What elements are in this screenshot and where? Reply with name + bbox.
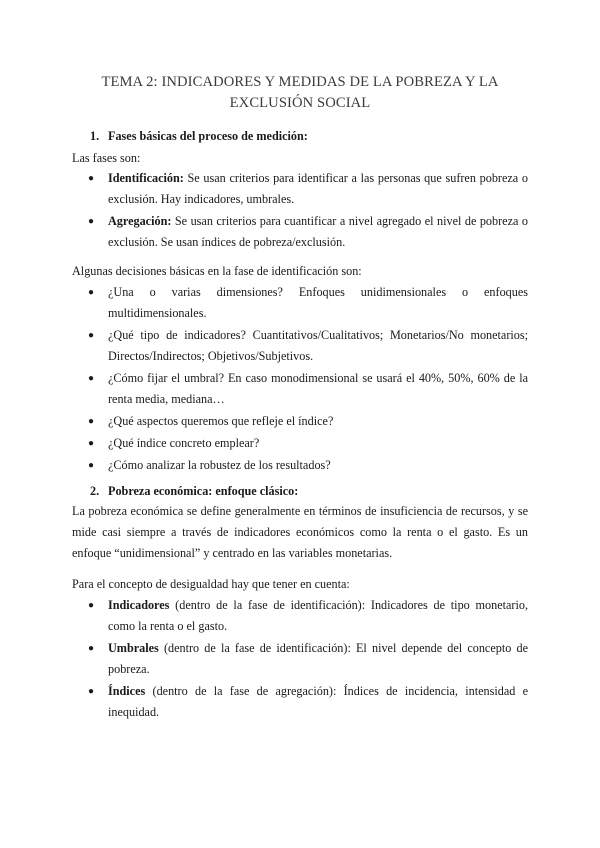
bullet-icon: ● bbox=[88, 287, 95, 298]
item-label: Umbrales bbox=[108, 641, 159, 655]
bullet-icon: ● bbox=[88, 216, 95, 227]
list-item bbox=[72, 368, 528, 410]
pobreza-paragraph: La pobreza económica se define generalmente en términos de insuficiencia de recursos, y se mide casi siempre a través de indicadores económicos como la renta o el gasto. Es un enfoque “unidimensional” y centrado en las variables monetarias. bbox=[72, 504, 528, 560]
fases-list bbox=[72, 168, 528, 254]
list-item bbox=[72, 211, 528, 253]
bullet-icon: ● bbox=[88, 643, 95, 654]
section-heading-text: Fases básicas del proceso de medición: bbox=[108, 129, 308, 143]
decisiones-list bbox=[72, 282, 528, 477]
section-heading-2 bbox=[90, 481, 298, 502]
item-text: ¿Qué índice concreto emplear? bbox=[108, 436, 260, 450]
item-text: (dentro de la fase de agregación): Índices de incidencia, intensidad e inequidad. bbox=[108, 684, 528, 719]
item-text: ¿Cómo analizar la robustez de los resultados? bbox=[108, 458, 331, 472]
bullet-icon: ● bbox=[88, 416, 95, 427]
list-item bbox=[72, 433, 528, 454]
section-number: 2. bbox=[90, 484, 100, 498]
item-text: (dentro de la fase de identificación): Indicadores de tipo monetario, como la renta o el gasto. bbox=[108, 598, 528, 633]
bullet-icon: ● bbox=[88, 330, 95, 341]
list-item bbox=[72, 282, 528, 324]
item-text: ¿Qué aspectos queremos que refleje el índice? bbox=[108, 414, 334, 428]
fases-intro: Las fases son: bbox=[72, 151, 141, 165]
item-text: ¿Cómo fijar el umbral? En caso monodimensional se usará el 40%, 50%, 60% de la renta media, mediana… bbox=[108, 371, 528, 406]
bullet-icon: ● bbox=[88, 438, 95, 449]
section-heading-text: Pobreza económica: enfoque clásico: bbox=[108, 484, 299, 498]
list-item bbox=[72, 681, 528, 723]
item-text: Se usan criterios para cuantificar a nivel agregado el nivel de pobreza o exclusión. Se usan índices de pobreza/exclusión. bbox=[108, 214, 528, 249]
list-item bbox=[72, 595, 528, 637]
item-label: Identificación: bbox=[108, 171, 184, 185]
document-title: TEMA 2: INDICADORES Y MEDIDAS DE LA POBREZA Y LA EXCLUSIÓN SOCIAL bbox=[101, 74, 499, 111]
list-item bbox=[72, 455, 528, 476]
section-number: 1. bbox=[90, 129, 100, 143]
list-item bbox=[72, 638, 528, 680]
list-item bbox=[72, 325, 528, 367]
list-item bbox=[72, 411, 528, 432]
item-text: (dentro de la fase de identificación): El nivel depende del concepto de pobreza. bbox=[108, 641, 528, 676]
item-text: ¿Qué tipo de indicadores? Cuantitativos/Cualitativos; Monetarios/No monetarios; Directos/Indirectos; Objetivos/Subjetivos. bbox=[108, 328, 528, 363]
item-label: Indicadores bbox=[108, 598, 170, 612]
desigualdad-list bbox=[72, 595, 528, 724]
item-label: Agregación: bbox=[108, 214, 172, 228]
bullet-icon: ● bbox=[88, 460, 95, 471]
bullet-icon: ● bbox=[88, 173, 95, 184]
desigualdad-intro: Para el concepto de desigualdad hay que tener en cuenta: bbox=[72, 577, 350, 591]
bullet-icon: ● bbox=[88, 600, 95, 611]
section-heading-1 bbox=[90, 126, 308, 147]
item-text: Se usan criterios para identificar a las personas que sufren pobreza o exclusión. Hay indicadores, umbrales. bbox=[108, 171, 528, 206]
item-text: ¿Una o varias dimensiones? Enfoques unidimensionales o enfoques multidimensionales. bbox=[108, 285, 528, 320]
item-label: Índices bbox=[108, 684, 146, 698]
bullet-icon: ● bbox=[88, 686, 95, 697]
decisiones-intro: Algunas decisiones básicas en la fase de identificación son: bbox=[72, 264, 362, 278]
bullet-icon: ● bbox=[88, 373, 95, 384]
list-item bbox=[72, 168, 528, 210]
